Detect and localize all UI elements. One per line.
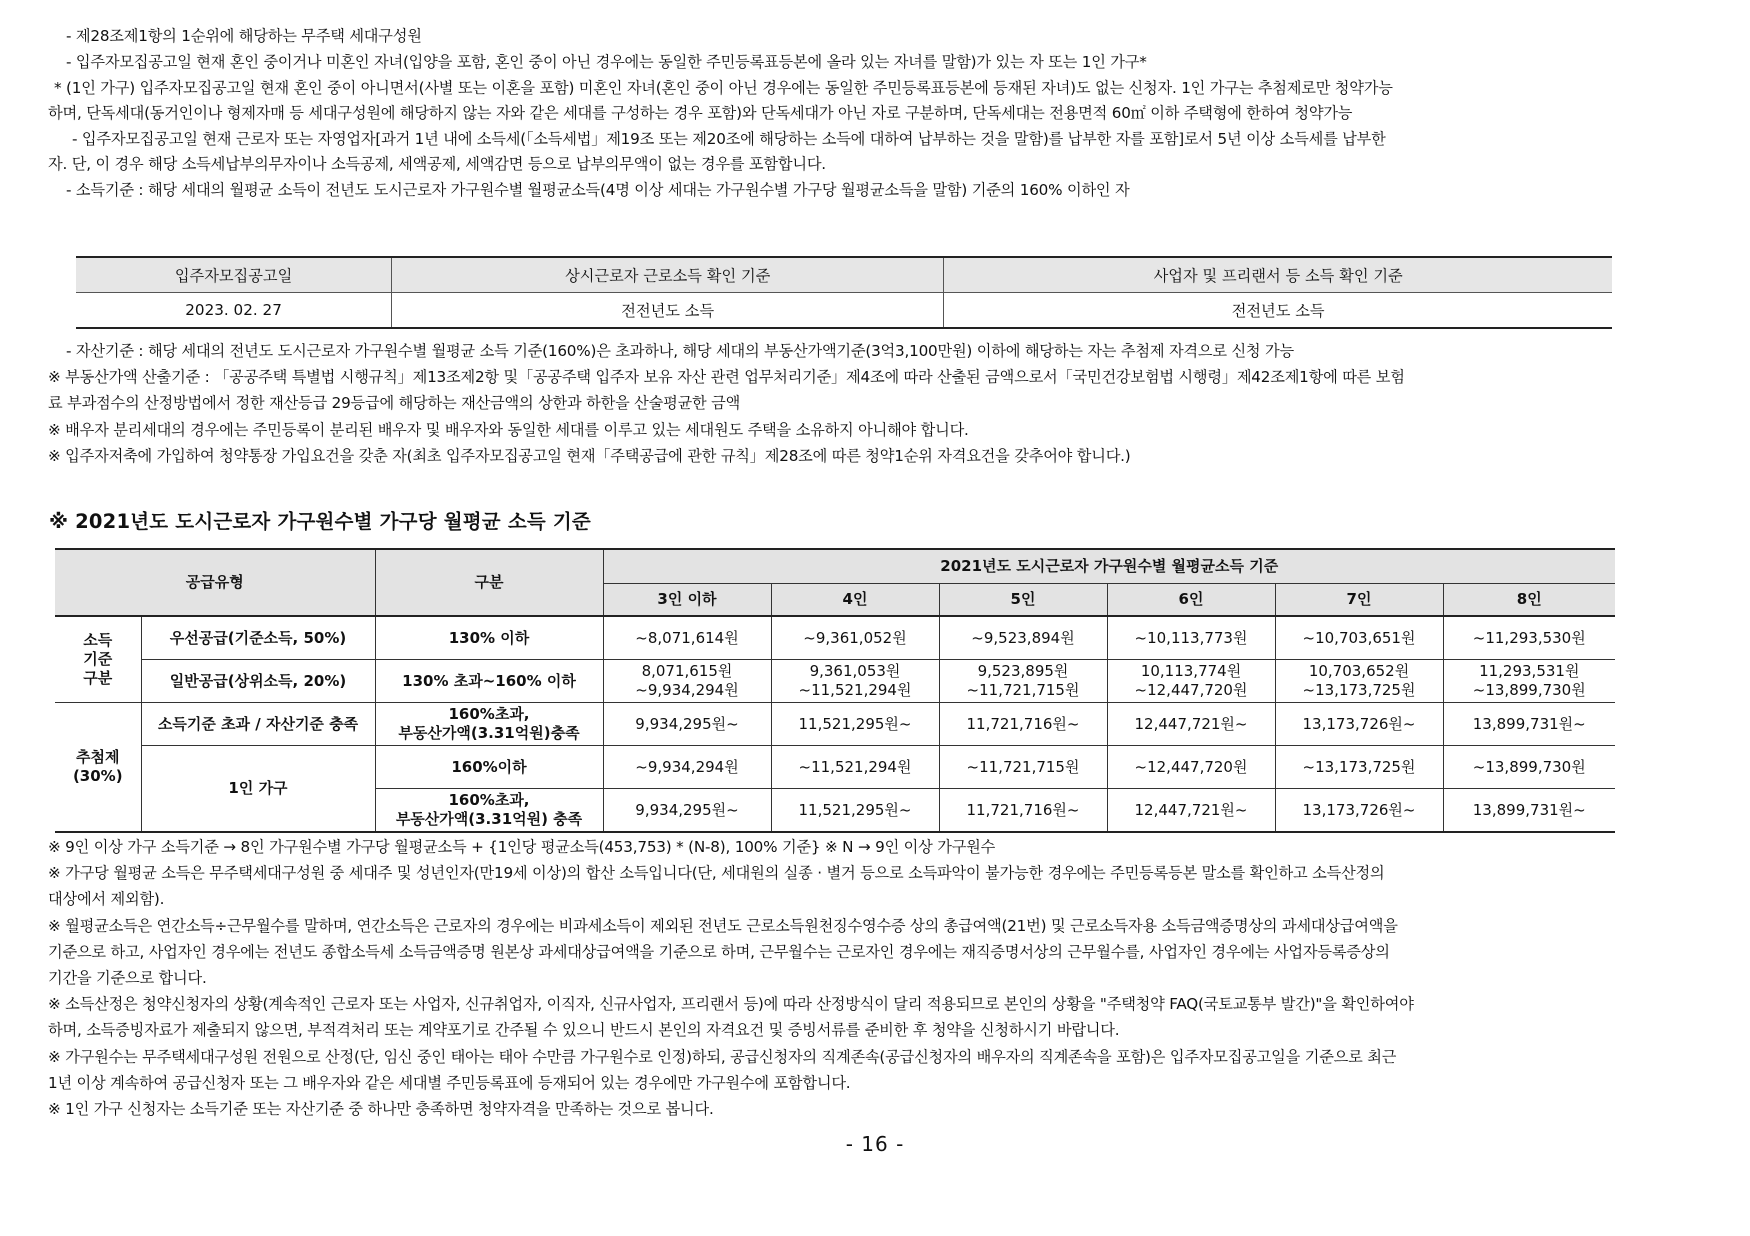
text-line: ※ 부동산가액 산출기준 : 「공공주택 특별법 시행규칙」제13조제2항 및「공공주택 입주자 보유 자산 관련 업무처리기준」제4조에 따라 산출된 금액으로서「국민건강보험법 시행령」제42조제1항에 따른 보험 (48, 368, 1405, 386)
division-cell: 160%이하 (375, 746, 603, 789)
value-cell: 13,173,726원~ (1275, 703, 1443, 746)
value-cell: 12,447,721원~ (1107, 703, 1275, 746)
value-cell: 11,521,295원~ (771, 703, 939, 746)
value-cell: ~9,361,052원 (771, 616, 939, 660)
value-cell: 12,447,721원~ (1107, 789, 1275, 833)
text-line: ※ 9인 이상 가구 소득기준 → 8인 가구원수별 가구당 월평균소득 + {1인당 평균소득(453,753) * (N-8), 100% 기준} ※ N → 9인 이상 가구원수 (48, 838, 996, 856)
table-cell: 2023. 02. 27 (76, 293, 392, 329)
text-line: 하며, 단독세대(동거인이나 형제자매 등 세대구성원에 해당하지 않는 자와 같은 세대를 구성하는 경우 포함)와 단독세대가 아닌 자로 구분하며, 단독세대는 전용면적 60㎡ 이하 주택형에 한하여 청약가능 (48, 104, 1353, 122)
header-household-size: 3인 이하 (603, 584, 771, 617)
value-cell: ~11,721,715원 (939, 746, 1107, 789)
value-cell: ~13,173,725원 (1275, 746, 1443, 789)
header-household-size: 8인 (1443, 584, 1615, 617)
value-cell: 11,721,716원~ (939, 789, 1107, 833)
text-line: - 자산기준 : 해당 세대의 전년도 도시근로자 가구원수별 월평균 소득 기준(160%)은 초과하나, 해당 세대의 부동산가액기준(3억3,100만원) 이하에 해당하는 자는 추첨제 자격으로 신청 가능 (66, 342, 1294, 360)
income-check-date-table (76, 256, 1612, 329)
supply-type-cell: 우선공급(기준소득, 50%) (141, 616, 375, 660)
text-line: ※ 월평균소득은 연간소득÷근무월수를 말하며, 연간소득은 근로자의 경우에는 비과세소득이 제외된 전년도 근로소득원천징수영수증 상의 총급여액(21번) 및 근로소득자용 소득금액증명상의 과세대상급여액을 (48, 917, 1398, 935)
text-line: ※ 입주자저축에 가입하여 청약통장 가입요건을 갖춘 자(최초 입주자모집공고일 현재「주택공급에 관한 규칙」제28조에 따른 청약1순위 자격요건을 갖추어야 합니다.) (48, 447, 1131, 465)
section-title: ※ 2021년도 도시근로자 가구원수별 가구당 월평균 소득 기준 (49, 510, 591, 533)
text-line: ※ 가구당 월평균 소득은 무주택세대구성원 중 세대주 및 성년인자(만19세 이상)의 합산 소득입니다(단, 세대원의 실종 · 별거 등으로 소득파악이 불가능한 경우에는 주민등록등본 말소를 확인하고 소득산정의 (48, 864, 1385, 882)
value-cell: 10,113,774원 ~12,447,720원 (1107, 660, 1275, 703)
division-cell: 160%초과, 부동산가액(3.31억원)충족 (375, 703, 603, 746)
supply-type-cell: 소득기준 초과 / 자산기준 충족 (141, 703, 375, 746)
text-line: 료 부과점수의 산정방법에서 정한 재산등급 29등급에 해당하는 재산금액의 상한과 하한을 산술평균한 금액 (48, 394, 741, 412)
header-household-size: 6인 (1107, 584, 1275, 617)
header-household-size: 4인 (771, 584, 939, 617)
value-cell: 13,173,726원~ (1275, 789, 1443, 833)
category-income: 소득 기준 구분 (55, 616, 141, 703)
text-line: 기준으로 하고, 사업자인 경우에는 전년도 종합소득세 소득금액증명 원본상 과세대상급여액을 기준으로 하며, 근무월수는 근로자인 경우에는 재직증명서상의 근무월수를, 사업자인 경우에는 사업자등록증상의 (48, 943, 1390, 961)
division-cell: 130% 이하 (375, 616, 603, 660)
text-line: ※ 가구원수는 무주택세대구성원 전원으로 산정(단, 임신 중인 태아는 태아 수만큼 가구원수로 인정)하되, 공급신청자의 직계존속(공급신청자의 배우자의 직계존속을 포함)은 입주자모집공고일을 기준으로 최근 (48, 1048, 1397, 1066)
value-cell: ~10,113,773원 (1107, 616, 1275, 660)
text-line: - 입주자모집공고일 현재 근로자 또는 자영업자[과거 1년 내에 소득세(「소득세법」제19조 또는 제20조에 해당하는 소득에 대하여 납부하는 것을 말함)를 납부한 자를 포함]로서 5년 이상 소득세를 납부한 (72, 130, 1386, 148)
text-line: - 제28조제1항의 1순위에 해당하는 무주택 세대구성원 (66, 27, 422, 45)
text-line: - 소득기준 : 해당 세대의 월평균 소득이 전년도 도시근로자 가구원수별 월평균소득(4명 이상 세대는 가구원수별 가구당 월평균소득을 말함) 기준의 160% 이하인 자 (66, 181, 1130, 199)
table-cell: 전전년도 소득 (944, 293, 1612, 329)
table-header: 입주자모집공고일 (76, 257, 392, 293)
page-number: - 16 - (845, 1132, 905, 1156)
text-line: 자. 단, 이 경우 해당 소득세납부의무자이나 소득공제, 세액공제, 세액감면 등으로 납부의무액이 없는 경우를 포함합니다. (48, 155, 826, 173)
value-cell: 11,521,295원~ (771, 789, 939, 833)
header-division: 구분 (375, 549, 603, 616)
division-cell: 160%초과, 부동산가액(3.31억원) 충족 (375, 789, 603, 833)
text-line: 대상에서 제외함). (48, 890, 165, 908)
value-cell: 10,703,652원 ~13,173,725원 (1275, 660, 1443, 703)
value-cell: ~9,523,894원 (939, 616, 1107, 660)
division-cell: 130% 초과~160% 이하 (375, 660, 603, 703)
value-cell: 13,899,731원~ (1443, 789, 1615, 833)
value-cell: ~11,521,294원 (771, 746, 939, 789)
value-cell: ~11,293,530원 (1443, 616, 1615, 660)
value-cell: ~8,071,614원 (603, 616, 771, 660)
text-line: ※ 1인 가구 신청자는 소득기준 또는 자산기준 중 하나만 충족하면 청약자격을 만족하는 것으로 봅니다. (48, 1100, 714, 1118)
table-cell: 전전년도 소득 (392, 293, 944, 329)
text-line: ※ 소득산정은 청약신청자의 상황(계속적인 근로자 또는 사업자, 신규취업자, 이직자, 신규사업자, 프리랜서 등)에 따라 산정방식이 달리 적용되므로 본인의 상황을 "주택청약 FAQ(국토교통부 발간)"을 확인하여야 (48, 995, 1414, 1013)
supply-type-cell: 일반공급(상위소득, 20%) (141, 660, 375, 703)
value-cell: 11,721,716원~ (939, 703, 1107, 746)
header-household-size: 7인 (1275, 584, 1443, 617)
text-line: 1년 이상 계속하여 공급신청자 또는 그 배우자와 같은 세대별 주민등록표에 등재되어 있는 경우에만 가구원수에 포함합니다. (48, 1074, 851, 1092)
text-line: 하며, 소득증빙자료가 제출되지 않으면, 부적격처리 또는 계약포기로 간주될 수 있으니 반드시 본인의 자격요건 및 증빙서류를 준비한 후 청약을 신청하시기 바랍니다. (48, 1021, 1120, 1039)
text-line: 기간을 기준으로 합니다. (48, 969, 207, 987)
text-line: * (1인 가구) 입주자모집공고일 현재 혼인 중이 아니면서(사별 또는 이혼을 포함) 미혼인 자녀(혼인 중이 아닌 경우에는 동일한 주민등록표등본에 등재된 자녀)도 없는 신청자. 1인 가구는 추첨제로만 청약가능 (54, 79, 1393, 97)
category-lottery: 추첨제 (30%) (55, 703, 141, 833)
text-line: - 입주자모집공고일 현재 혼인 중이거나 미혼인 자녀(입양을 포함, 혼인 중이 아닌 경우에는 동일한 주민등록표등본에 올라 있는 자녀를 말함)가 있는 자 또는 1인 가구* (66, 53, 1147, 71)
value-cell: 8,071,615원 ~9,934,294원 (603, 660, 771, 703)
value-cell: 13,899,731원~ (1443, 703, 1615, 746)
value-cell: 9,523,895원 ~11,721,715원 (939, 660, 1107, 703)
value-cell: ~9,934,294원 (603, 746, 771, 789)
header-supply-type: 공급유형 (55, 549, 375, 616)
value-cell: 9,934,295원~ (603, 789, 771, 833)
table-header: 사업자 및 프리랜서 등 소득 확인 기준 (944, 257, 1612, 293)
text-line: ※ 배우자 분리세대의 경우에는 주민등록이 분리된 배우자 및 배우자와 동일한 세대를 이루고 있는 세대원도 주택을 소유하지 아니해야 합니다. (48, 421, 969, 439)
header-household-size: 5인 (939, 584, 1107, 617)
table-header: 상시근로자 근로소득 확인 기준 (392, 257, 944, 293)
supply-type-cell: 1인 가구 (141, 746, 375, 833)
value-cell: 11,293,531원 ~13,899,730원 (1443, 660, 1615, 703)
value-cell: ~13,899,730원 (1443, 746, 1615, 789)
value-cell: 9,361,053원 ~11,521,294원 (771, 660, 939, 703)
header-income-group: 2021년도 도시근로자 가구원수별 월평균소득 기준 (603, 549, 1615, 584)
value-cell: ~12,447,720원 (1107, 746, 1275, 789)
value-cell: ~10,703,651원 (1275, 616, 1443, 660)
income-criteria-table (55, 548, 1615, 833)
value-cell: 9,934,295원~ (603, 703, 771, 746)
